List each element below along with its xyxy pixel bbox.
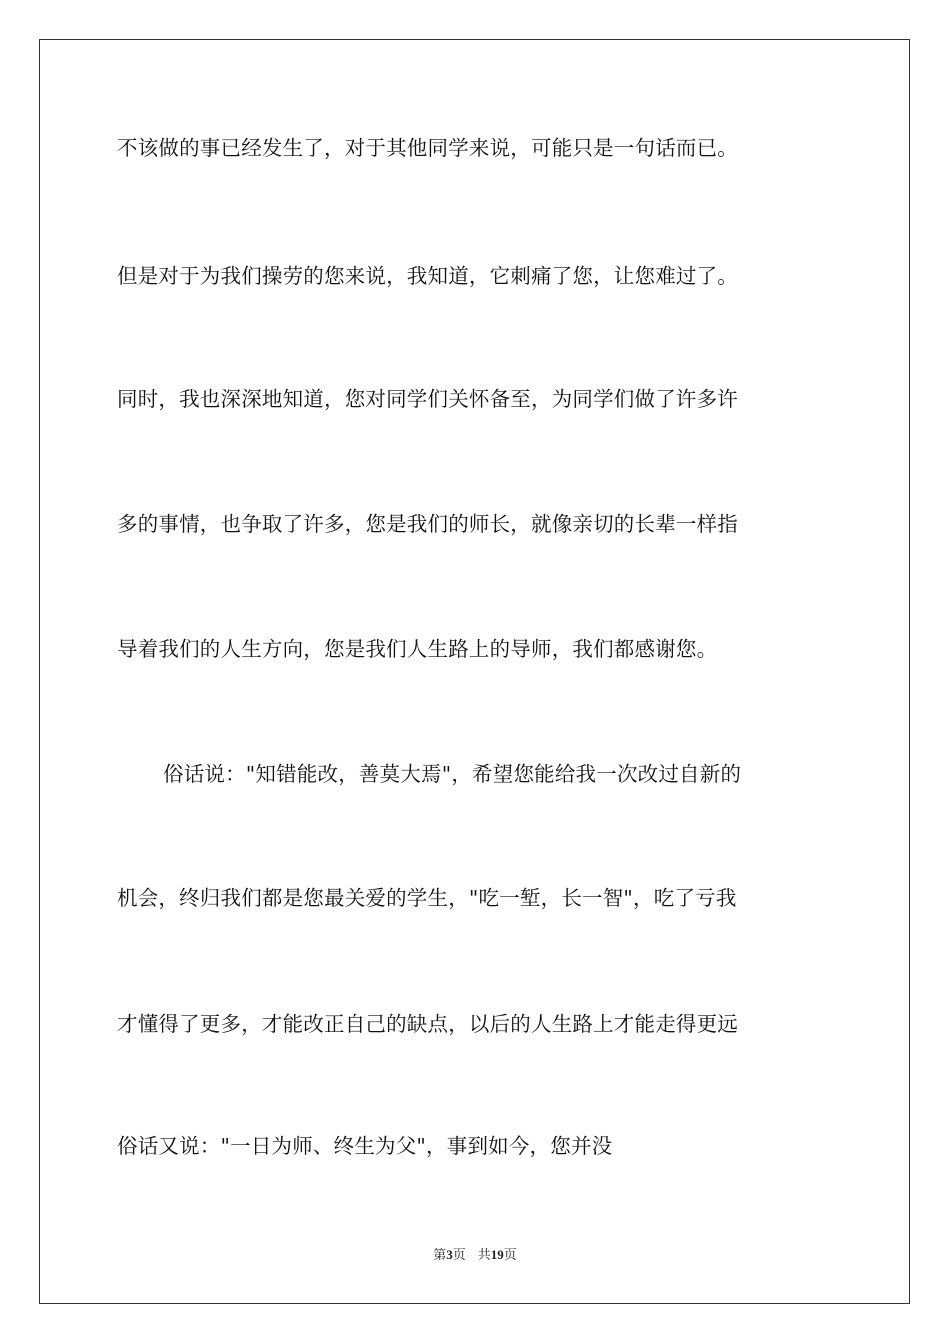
page-border <box>39 39 910 1304</box>
text-line-8: 才懂得了更多，才能改正自己的缺点，以后的人生路上才能走得更远 <box>117 1012 738 1036</box>
total-pages: 19 <box>490 1247 504 1262</box>
text-line-9: 俗话又说："一日为师、终生为父"，事到如今，您并没 <box>117 1134 613 1158</box>
text-line-7: 机会，终归我们都是您最关爱的学生，"吃一堑，长一智"，吃了亏我 <box>117 886 737 910</box>
text-line-4: 多的事情，也争取了许多，您是我们的师长，就像亲切的长辈一样指 <box>117 512 738 536</box>
text-line-6: 俗话说："知错能改，善莫大焉"，希望您能给我一次改过自新的 <box>163 762 742 786</box>
text-line-2: 但是对于为我们操劳的您来说，我知道，它刺痛了您，让您难过了。 <box>117 264 738 288</box>
page-number: 3 <box>446 1247 453 1262</box>
text-line-1: 不该做的事已经发生了，对于其他同学来说，可能只是一句话而已。 <box>117 136 738 160</box>
text-line-3: 同时，我也深深地知道，您对同学们关怀备至，为同学们做了许多许 <box>117 387 738 411</box>
total-suffix: 页 <box>503 1247 517 1262</box>
total-prefix: 共 <box>477 1247 491 1262</box>
page-prefix: 第 <box>433 1247 447 1262</box>
page-suffix: 页 <box>452 1247 466 1262</box>
text-line-5: 导着我们的人生方向，您是我们人生路上的导师，我们都感谢您。 <box>117 637 718 661</box>
page-footer <box>0 1246 950 1264</box>
